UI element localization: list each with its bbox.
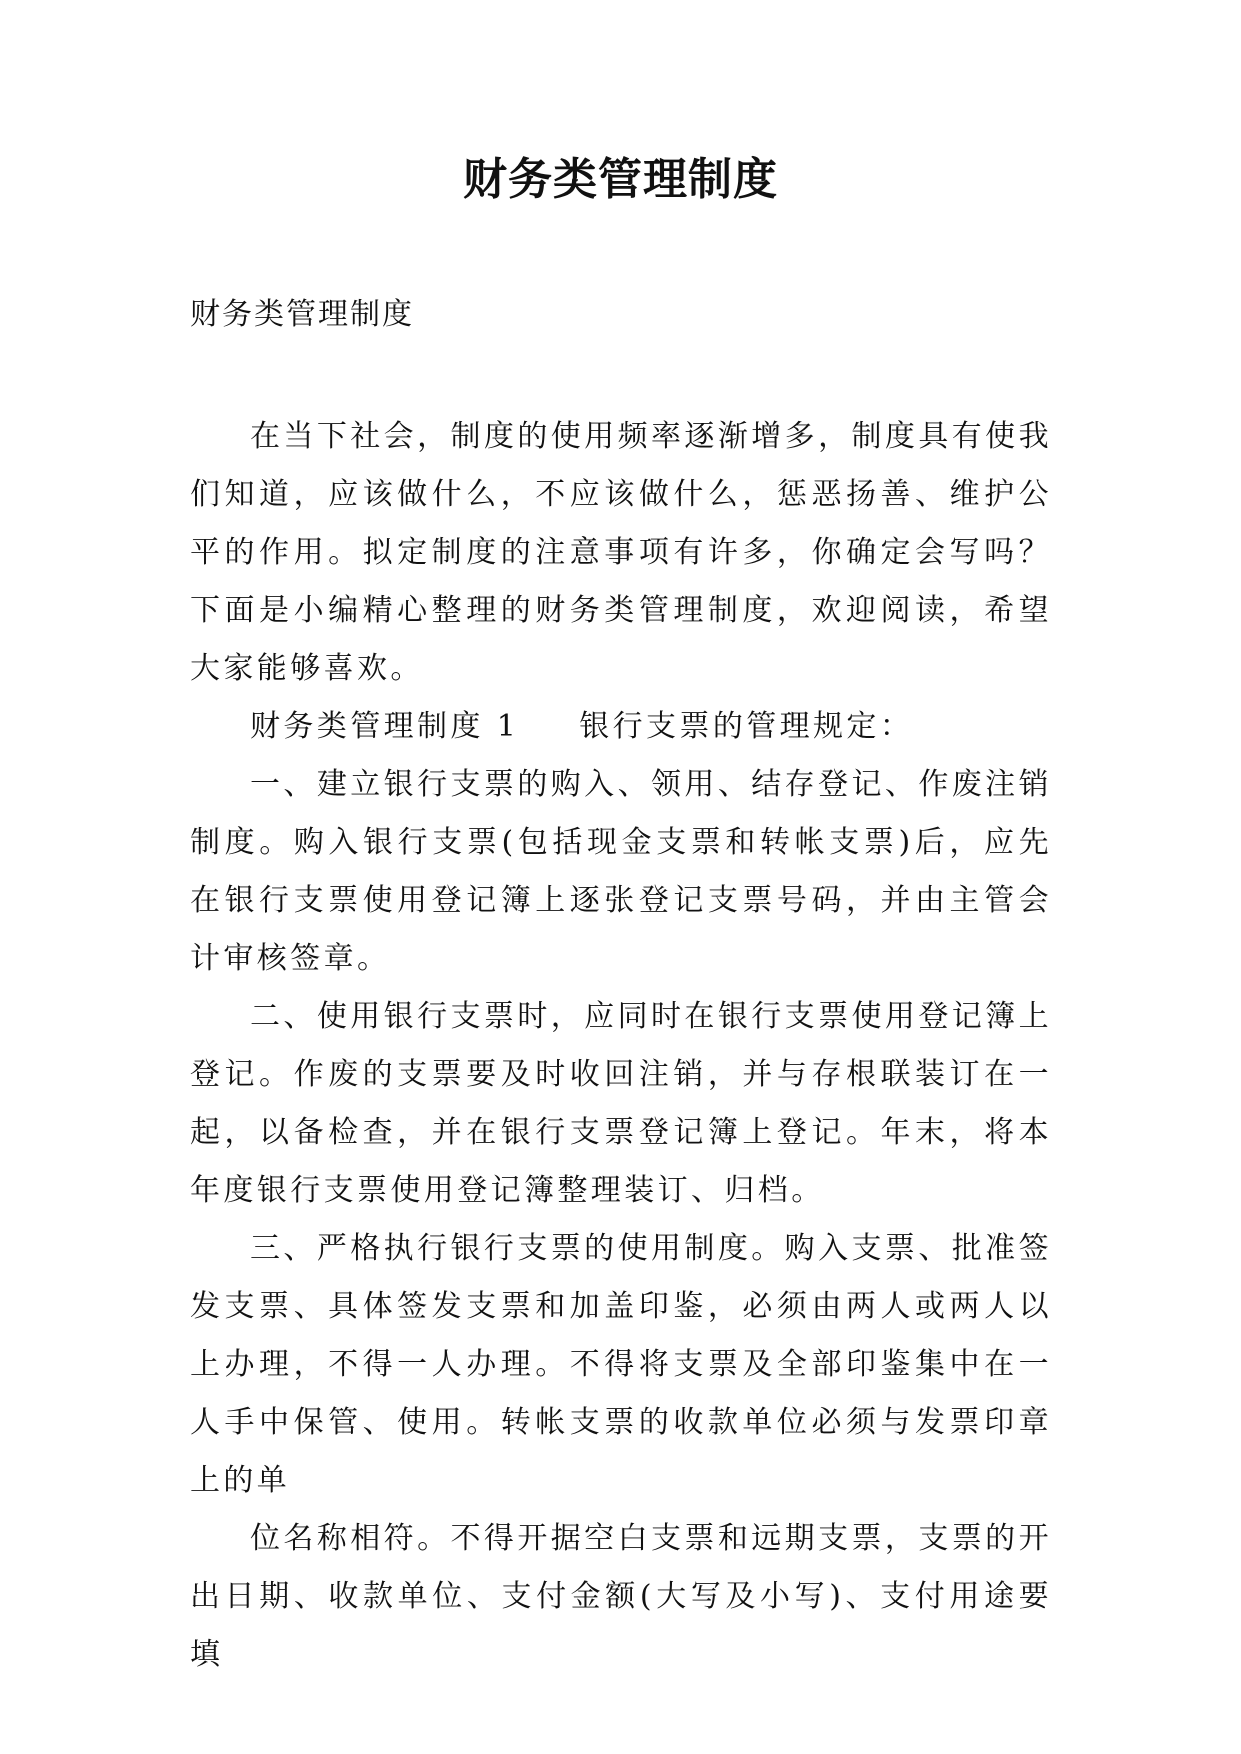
section-heading-line xyxy=(190,698,1052,756)
paragraph-2: 二、使用银行支票时，应同时在银行支票使用登记簿上登记。作废的支票要及时收回注销，并与存根联装订在一起，以备检查，并在银行支票登记簿上登记。年末，将本年度银行支票使用登记簿整理装订、归档。 xyxy=(190,999,1052,1208)
intro-paragraph: 在当下社会，制度的使用频率逐渐增多，制度具有使我们知道，应该做什么，不应该做什么，惩恶扬善、维护公平的作用。拟定制度的注意事项有许多，你确定会写吗？下面是小编精心整理的财务类管理制度，欢迎阅读，希望大家能够喜欢。 xyxy=(190,419,1052,686)
section-heading: 银行支票的管理规定： xyxy=(579,709,914,744)
section-label: 财务类管理制度 1 xyxy=(250,709,520,744)
document-subtitle: 财务类管理制度 xyxy=(190,297,414,332)
paragraph-4: 位名称相符。不得开据空白支票和远期支票，支票的开出日期、收款单位、支付金额(大写及小写)、支付用途要填 xyxy=(190,1521,1052,1672)
paragraph-1: 一、建立银行支票的购入、领用、结存登记、作废注销制度。购入银行支票(包括现金支票和转帐支票)后，应先在银行支票使用登记簿上逐张登记支票号码，并由主管会计审核签章。 xyxy=(190,767,1052,976)
document-body xyxy=(190,408,1052,1684)
paragraph-3: 三、严格执行银行支票的使用制度。购入支票、批准签发支票、具体签发支票和加盖印鉴，必须由两人或两人以上办理，不得一人办理。不得将支票及全部印鉴集中在一人手中保管、使用。转帐支票的收款单位必须与发票印章上的单 xyxy=(190,1231,1052,1498)
document-title: 财务类管理制度 xyxy=(463,154,778,205)
